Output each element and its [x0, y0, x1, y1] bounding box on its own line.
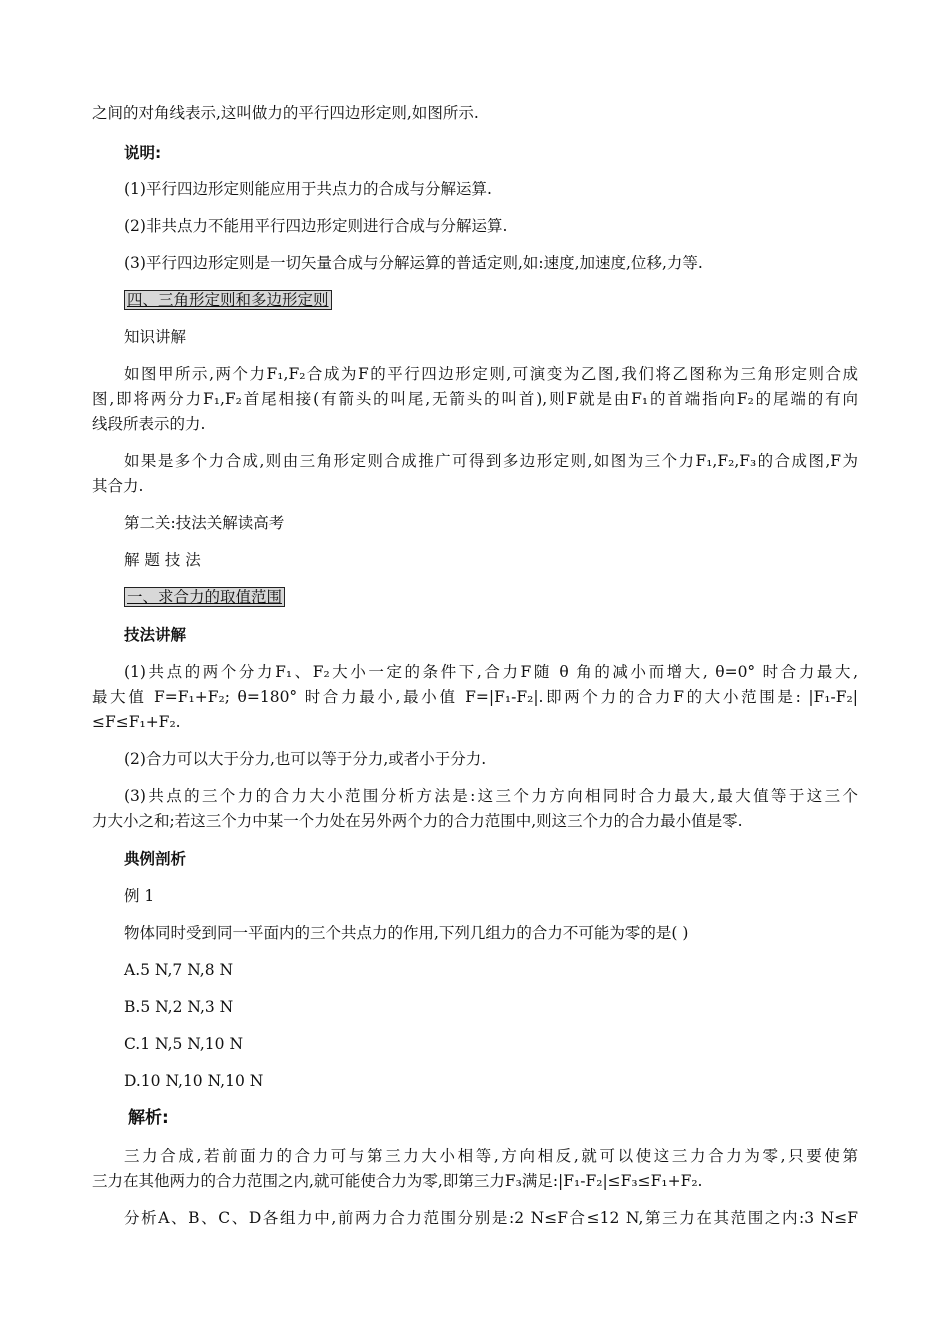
technique-item-1-line-3: ≤F≤F₁+F₂. — [92, 713, 181, 731]
knowledge-heading: 知识讲解 — [124, 328, 187, 346]
intro-paragraph-tail: 之间的对角线表示,这叫做力的平行四边形定则,如图所示. — [92, 104, 479, 122]
technique-item-3-line-1: (3)共点的三个力的合力大小范围分析方法是:这三个力方向相同时合力最大,最大值等于这三个 — [124, 787, 858, 805]
section-4-title-text: 四、三角形定则和多边形定则 — [124, 290, 332, 310]
option-d: D.10 N,10 N,10 N — [124, 1072, 264, 1090]
note-heading: 说明: — [124, 144, 162, 162]
polygon-paragraph-line-1: 如果是多个力合成,则由三角形定则合成推广可得到多边形定则,如图为三个力F₁,F₂,F₃的合成图,F为 — [124, 452, 858, 470]
example-label: 例 1 — [124, 887, 155, 905]
option-a: A.5 N,7 N,8 N — [124, 961, 234, 979]
technique-heading: 解 题 技 法 — [124, 551, 201, 569]
triangle-paragraph-line-3: 线段所表示的力. — [92, 415, 206, 433]
example-heading: 典例剖析 — [124, 850, 187, 868]
section-1-title-text: 一、求合力的取值范围 — [124, 587, 285, 607]
note-item-2: (2)非共点力不能用平行四边形定则进行合成与分解运算. — [124, 217, 508, 235]
stage-2-heading: 第二关:技法关解读高考 — [124, 514, 285, 532]
technique-item-1-line-1: (1)共点的两个分力F₁、F₂大小一定的条件下,合力F随 θ 角的减小而增大, θ=0° 时合力最大, — [124, 663, 858, 681]
analysis-last-line: 分析A、B、C、D各组力中,前两力合力范围分别是:2 N≤F合≤12 N,第三力在其范围之内:3 N≤F — [124, 1209, 858, 1227]
note-item-1: (1)平行四边形定则能应用于共点力的合成与分解运算. — [124, 180, 492, 198]
triangle-paragraph-line-1: 如图甲所示,两个力F₁,F₂合成为F的平行四边形定则,可演变为乙图,我们将乙图称为三角形定则合成 — [124, 365, 858, 383]
technique-item-1-line-2: 最大值 F=F₁+F₂; θ=180° 时合力最小,最小值 F=|F₁-F₂|.即两个力的合力F的大小范围是: |F₁-F₂| — [92, 688, 858, 706]
triangle-paragraph-line-2: 图,即将两分力F₁,F₂首尾相接(有箭头的叫尾,无箭头的叫首),则F就是由F₁的首端指向F₂的尾端的有向 — [92, 390, 858, 408]
option-b: B.5 N,2 N,3 N — [124, 998, 234, 1016]
analysis-heading: 解析: — [128, 1108, 169, 1128]
analysis-paragraph-line-1: 三力合成,若前面力的合力可与第三力大小相等,方向相反,就可以使这三力合力为零,只要使第 — [124, 1147, 858, 1165]
technique-explain-heading: 技法讲解 — [124, 626, 187, 644]
section-1-title — [124, 587, 285, 607]
section-4-title — [124, 290, 332, 310]
option-c: C.1 N,5 N,10 N — [124, 1035, 244, 1053]
technique-item-2: (2)合力可以大于分力,也可以等于分力,或者小于分力. — [124, 750, 487, 768]
technique-item-3-line-2: 力大小之和;若这三个力中某一个力处在另外两个力的合力范围中,则这三个力的合力最小值是零. — [92, 812, 743, 830]
polygon-paragraph-line-2: 其合力. — [92, 477, 144, 495]
analysis-paragraph-line-2: 三力在其他两力的合力范围之内,就可能使合力为零,即第三力F₃满足:|F₁-F₂|≤F₃≤F₁+F₂. — [92, 1172, 703, 1190]
example-question: 物体同时受到同一平面内的三个共点力的作用,下列几组力的合力不可能为零的是( ) — [124, 924, 689, 942]
note-item-3: (3)平行四边形定则是一切矢量合成与分解运算的普适定则,如:速度,加速度,位移,力等. — [124, 254, 703, 272]
